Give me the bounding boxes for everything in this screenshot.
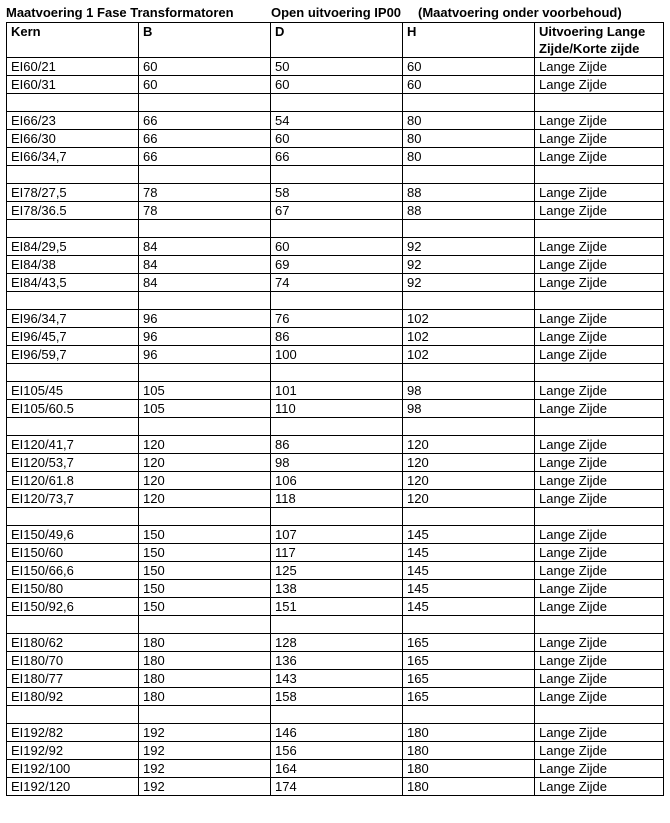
cell-h: 165 bbox=[403, 652, 535, 670]
cell-d: 50 bbox=[271, 58, 403, 76]
column-header-b: B bbox=[139, 23, 271, 58]
cell-b: 60 bbox=[139, 58, 271, 76]
cell-uitvoering: Lange Zijde bbox=[535, 148, 664, 166]
cell-d: 60 bbox=[271, 130, 403, 148]
cell-d: 69 bbox=[271, 256, 403, 274]
cell-kern: EI84/43,5 bbox=[7, 274, 139, 292]
cell-uitvoering: Lange Zijde bbox=[535, 778, 664, 796]
cell-d: 67 bbox=[271, 202, 403, 220]
cell-b: 78 bbox=[139, 184, 271, 202]
cell-kern: EI66/23 bbox=[7, 112, 139, 130]
cell-b: 192 bbox=[139, 724, 271, 742]
cell-d: 151 bbox=[271, 598, 403, 616]
cell-h bbox=[403, 706, 535, 724]
table-row bbox=[7, 598, 664, 616]
cell-kern: EI180/70 bbox=[7, 652, 139, 670]
cell-uitvoering: Lange Zijde bbox=[535, 112, 664, 130]
cell-uitvoering: Lange Zijde bbox=[535, 310, 664, 328]
cell-h bbox=[403, 166, 535, 184]
cell-h: 80 bbox=[403, 112, 535, 130]
cell-b: 120 bbox=[139, 472, 271, 490]
cell-h: 145 bbox=[403, 580, 535, 598]
cell-uitvoering bbox=[535, 166, 664, 184]
cell-b: 96 bbox=[139, 346, 271, 364]
cell-d: 101 bbox=[271, 382, 403, 400]
cell-h bbox=[403, 616, 535, 634]
column-header-d: D bbox=[271, 23, 403, 58]
cell-kern: EI105/45 bbox=[7, 382, 139, 400]
cell-d bbox=[271, 706, 403, 724]
cell-b: 120 bbox=[139, 436, 271, 454]
column-header-kern: Kern bbox=[7, 23, 139, 58]
cell-d: 125 bbox=[271, 562, 403, 580]
cell-d: 86 bbox=[271, 328, 403, 346]
table-spacer-row bbox=[7, 364, 664, 382]
table-row bbox=[7, 346, 664, 364]
cell-kern: EI96/59,7 bbox=[7, 346, 139, 364]
cell-h: 80 bbox=[403, 148, 535, 166]
cell-uitvoering: Lange Zijde bbox=[535, 490, 664, 508]
cell-d: 138 bbox=[271, 580, 403, 598]
document-header bbox=[0, 0, 670, 22]
table-row bbox=[7, 130, 664, 148]
cell-kern: EI192/92 bbox=[7, 742, 139, 760]
table-row bbox=[7, 310, 664, 328]
cell-uitvoering: Lange Zijde bbox=[535, 688, 664, 706]
cell-uitvoering bbox=[535, 508, 664, 526]
cell-uitvoering: Lange Zijde bbox=[535, 724, 664, 742]
cell-d: 117 bbox=[271, 544, 403, 562]
table-row bbox=[7, 634, 664, 652]
cell-uitvoering: Lange Zijde bbox=[535, 670, 664, 688]
cell-h: 60 bbox=[403, 76, 535, 94]
cell-h: 98 bbox=[403, 382, 535, 400]
table-row bbox=[7, 760, 664, 778]
table-row bbox=[7, 688, 664, 706]
table-row bbox=[7, 778, 664, 796]
cell-h: 120 bbox=[403, 472, 535, 490]
cell-d bbox=[271, 364, 403, 382]
cell-d: 60 bbox=[271, 238, 403, 256]
cell-kern bbox=[7, 616, 139, 634]
cell-h: 88 bbox=[403, 202, 535, 220]
table-row bbox=[7, 472, 664, 490]
cell-uitvoering: Lange Zijde bbox=[535, 760, 664, 778]
cell-uitvoering: Lange Zijde bbox=[535, 238, 664, 256]
cell-kern bbox=[7, 418, 139, 436]
cell-d: 74 bbox=[271, 274, 403, 292]
dimensions-table bbox=[6, 22, 664, 796]
cell-h: 120 bbox=[403, 454, 535, 472]
cell-uitvoering: Lange Zijde bbox=[535, 580, 664, 598]
cell-uitvoering: Lange Zijde bbox=[535, 436, 664, 454]
cell-h: 120 bbox=[403, 490, 535, 508]
cell-b bbox=[139, 94, 271, 112]
cell-b: 66 bbox=[139, 130, 271, 148]
table-row bbox=[7, 382, 664, 400]
table-row bbox=[7, 256, 664, 274]
cell-b: 180 bbox=[139, 670, 271, 688]
cell-d: 54 bbox=[271, 112, 403, 130]
table-spacer-row bbox=[7, 508, 664, 526]
cell-kern: EI150/66,6 bbox=[7, 562, 139, 580]
cell-b: 96 bbox=[139, 310, 271, 328]
cell-uitvoering: Lange Zijde bbox=[535, 454, 664, 472]
cell-uitvoering: Lange Zijde bbox=[535, 562, 664, 580]
cell-kern: EI84/38 bbox=[7, 256, 139, 274]
cell-d: 146 bbox=[271, 724, 403, 742]
cell-d: 136 bbox=[271, 652, 403, 670]
cell-uitvoering bbox=[535, 94, 664, 112]
table-row bbox=[7, 544, 664, 562]
cell-uitvoering: Lange Zijde bbox=[535, 472, 664, 490]
table-row bbox=[7, 742, 664, 760]
cell-h: 145 bbox=[403, 544, 535, 562]
cell-kern: EI150/80 bbox=[7, 580, 139, 598]
cell-kern bbox=[7, 364, 139, 382]
cell-b: 84 bbox=[139, 274, 271, 292]
table-body bbox=[7, 58, 664, 796]
table-row bbox=[7, 562, 664, 580]
cell-h: 120 bbox=[403, 436, 535, 454]
cell-kern: EI66/30 bbox=[7, 130, 139, 148]
cell-b: 105 bbox=[139, 382, 271, 400]
cell-uitvoering bbox=[535, 616, 664, 634]
cell-kern: EI60/21 bbox=[7, 58, 139, 76]
cell-kern: EI105/60.5 bbox=[7, 400, 139, 418]
cell-b: 120 bbox=[139, 490, 271, 508]
cell-b bbox=[139, 166, 271, 184]
cell-kern: EI120/53,7 bbox=[7, 454, 139, 472]
cell-kern bbox=[7, 94, 139, 112]
cell-h bbox=[403, 418, 535, 436]
cell-uitvoering: Lange Zijde bbox=[535, 76, 664, 94]
cell-kern: EI180/77 bbox=[7, 670, 139, 688]
table-row bbox=[7, 58, 664, 76]
cell-h: 92 bbox=[403, 274, 535, 292]
cell-uitvoering bbox=[535, 220, 664, 238]
cell-b: 78 bbox=[139, 202, 271, 220]
table-row bbox=[7, 526, 664, 544]
cell-d: 143 bbox=[271, 670, 403, 688]
cell-d: 110 bbox=[271, 400, 403, 418]
table-row bbox=[7, 670, 664, 688]
cell-h: 145 bbox=[403, 526, 535, 544]
table-row bbox=[7, 184, 664, 202]
cell-h bbox=[403, 220, 535, 238]
cell-h: 180 bbox=[403, 760, 535, 778]
cell-kern bbox=[7, 508, 139, 526]
cell-kern bbox=[7, 220, 139, 238]
table-row bbox=[7, 454, 664, 472]
cell-kern: EI180/62 bbox=[7, 634, 139, 652]
cell-h: 102 bbox=[403, 310, 535, 328]
cell-d: 98 bbox=[271, 454, 403, 472]
cell-h: 145 bbox=[403, 562, 535, 580]
cell-b: 150 bbox=[139, 526, 271, 544]
cell-kern: EI78/36.5 bbox=[7, 202, 139, 220]
cell-h: 165 bbox=[403, 670, 535, 688]
table-row bbox=[7, 400, 664, 418]
document-title: Maatvoering 1 Fase Transformatoren bbox=[6, 5, 234, 20]
cell-h: 165 bbox=[403, 688, 535, 706]
table-row bbox=[7, 652, 664, 670]
cell-d: 100 bbox=[271, 346, 403, 364]
table-spacer-row bbox=[7, 418, 664, 436]
cell-uitvoering: Lange Zijde bbox=[535, 202, 664, 220]
cell-kern: EI150/92,6 bbox=[7, 598, 139, 616]
cell-b: 180 bbox=[139, 688, 271, 706]
cell-d bbox=[271, 292, 403, 310]
cell-uitvoering: Lange Zijde bbox=[535, 652, 664, 670]
cell-b bbox=[139, 292, 271, 310]
cell-d: 76 bbox=[271, 310, 403, 328]
cell-b: 120 bbox=[139, 454, 271, 472]
table-row bbox=[7, 274, 664, 292]
cell-d bbox=[271, 616, 403, 634]
cell-d: 66 bbox=[271, 148, 403, 166]
cell-uitvoering: Lange Zijde bbox=[535, 400, 664, 418]
cell-d bbox=[271, 418, 403, 436]
cell-uitvoering: Lange Zijde bbox=[535, 184, 664, 202]
cell-uitvoering bbox=[535, 292, 664, 310]
table-spacer-row bbox=[7, 166, 664, 184]
cell-kern: EI120/73,7 bbox=[7, 490, 139, 508]
column-header-h: H bbox=[403, 23, 535, 58]
table-row bbox=[7, 580, 664, 598]
cell-h: 102 bbox=[403, 346, 535, 364]
cell-d bbox=[271, 220, 403, 238]
cell-h bbox=[403, 364, 535, 382]
cell-h bbox=[403, 508, 535, 526]
table-row bbox=[7, 328, 664, 346]
table-spacer-row bbox=[7, 706, 664, 724]
cell-b: 96 bbox=[139, 328, 271, 346]
cell-b: 192 bbox=[139, 742, 271, 760]
cell-d: 158 bbox=[271, 688, 403, 706]
cell-kern: EI192/100 bbox=[7, 760, 139, 778]
cell-kern: EI150/49,6 bbox=[7, 526, 139, 544]
cell-d: 58 bbox=[271, 184, 403, 202]
table-row bbox=[7, 490, 664, 508]
cell-b: 105 bbox=[139, 400, 271, 418]
cell-kern bbox=[7, 706, 139, 724]
cell-h: 80 bbox=[403, 130, 535, 148]
table-row bbox=[7, 724, 664, 742]
cell-kern: EI120/61.8 bbox=[7, 472, 139, 490]
cell-b: 150 bbox=[139, 562, 271, 580]
cell-d: 60 bbox=[271, 76, 403, 94]
table-spacer-row bbox=[7, 220, 664, 238]
cell-b: 150 bbox=[139, 598, 271, 616]
cell-uitvoering: Lange Zijde bbox=[535, 634, 664, 652]
cell-d bbox=[271, 94, 403, 112]
cell-h: 180 bbox=[403, 742, 535, 760]
cell-d bbox=[271, 508, 403, 526]
cell-kern: EI78/27,5 bbox=[7, 184, 139, 202]
column-header-uitvoering: Uitvoering Lange Zijde/Korte zijde bbox=[535, 23, 664, 58]
cell-h: 92 bbox=[403, 256, 535, 274]
cell-h: 180 bbox=[403, 724, 535, 742]
table-row bbox=[7, 76, 664, 94]
cell-b: 180 bbox=[139, 634, 271, 652]
cell-h: 88 bbox=[403, 184, 535, 202]
cell-b: 60 bbox=[139, 76, 271, 94]
cell-uitvoering: Lange Zijde bbox=[535, 544, 664, 562]
cell-kern: EI60/31 bbox=[7, 76, 139, 94]
cell-d: 86 bbox=[271, 436, 403, 454]
cell-b bbox=[139, 364, 271, 382]
cell-uitvoering: Lange Zijde bbox=[535, 382, 664, 400]
cell-kern: EI96/45,7 bbox=[7, 328, 139, 346]
cell-kern: EI120/41,7 bbox=[7, 436, 139, 454]
cell-uitvoering: Lange Zijde bbox=[535, 598, 664, 616]
table-spacer-row bbox=[7, 616, 664, 634]
table-spacer-row bbox=[7, 292, 664, 310]
cell-uitvoering bbox=[535, 418, 664, 436]
cell-uitvoering: Lange Zijde bbox=[535, 742, 664, 760]
cell-uitvoering: Lange Zijde bbox=[535, 328, 664, 346]
cell-d: 106 bbox=[271, 472, 403, 490]
cell-b: 84 bbox=[139, 238, 271, 256]
cell-uitvoering: Lange Zijde bbox=[535, 526, 664, 544]
cell-uitvoering: Lange Zijde bbox=[535, 58, 664, 76]
cell-b: 150 bbox=[139, 580, 271, 598]
cell-uitvoering: Lange Zijde bbox=[535, 130, 664, 148]
cell-kern: EI150/60 bbox=[7, 544, 139, 562]
cell-d: 118 bbox=[271, 490, 403, 508]
cell-d: 107 bbox=[271, 526, 403, 544]
cell-uitvoering bbox=[535, 364, 664, 382]
cell-d: 128 bbox=[271, 634, 403, 652]
cell-d: 174 bbox=[271, 778, 403, 796]
table-header-row bbox=[7, 23, 664, 58]
cell-kern: EI96/34,7 bbox=[7, 310, 139, 328]
cell-b: 192 bbox=[139, 778, 271, 796]
cell-h bbox=[403, 292, 535, 310]
cell-b: 180 bbox=[139, 652, 271, 670]
cell-h: 165 bbox=[403, 634, 535, 652]
cell-kern: EI192/82 bbox=[7, 724, 139, 742]
cell-h: 98 bbox=[403, 400, 535, 418]
cell-b bbox=[139, 706, 271, 724]
cell-b: 66 bbox=[139, 148, 271, 166]
cell-h bbox=[403, 94, 535, 112]
cell-b bbox=[139, 508, 271, 526]
cell-b: 150 bbox=[139, 544, 271, 562]
cell-uitvoering bbox=[535, 706, 664, 724]
cell-h: 145 bbox=[403, 598, 535, 616]
cell-kern: EI192/120 bbox=[7, 778, 139, 796]
table-row bbox=[7, 202, 664, 220]
cell-h: 60 bbox=[403, 58, 535, 76]
document-subtitle: Open uitvoering IP00 bbox=[271, 5, 402, 20]
cell-b: 84 bbox=[139, 256, 271, 274]
table-header bbox=[7, 23, 664, 58]
cell-b bbox=[139, 616, 271, 634]
cell-kern: EI180/92 bbox=[7, 688, 139, 706]
cell-b bbox=[139, 418, 271, 436]
table-row bbox=[7, 148, 664, 166]
cell-kern bbox=[7, 292, 139, 310]
table-row bbox=[7, 112, 664, 130]
table-row bbox=[7, 238, 664, 256]
cell-kern: EI84/29,5 bbox=[7, 238, 139, 256]
cell-b: 66 bbox=[139, 112, 271, 130]
cell-uitvoering: Lange Zijde bbox=[535, 346, 664, 364]
document-note: (Maatvoering onder voorbehoud) bbox=[418, 5, 622, 20]
cell-h: 92 bbox=[403, 238, 535, 256]
cell-d: 156 bbox=[271, 742, 403, 760]
cell-h: 180 bbox=[403, 778, 535, 796]
cell-h: 102 bbox=[403, 328, 535, 346]
cell-uitvoering: Lange Zijde bbox=[535, 274, 664, 292]
cell-kern bbox=[7, 166, 139, 184]
cell-uitvoering: Lange Zijde bbox=[535, 256, 664, 274]
cell-d bbox=[271, 166, 403, 184]
cell-b bbox=[139, 220, 271, 238]
table-row bbox=[7, 436, 664, 454]
cell-b: 192 bbox=[139, 760, 271, 778]
cell-kern: EI66/34,7 bbox=[7, 148, 139, 166]
table-spacer-row bbox=[7, 94, 664, 112]
cell-d: 164 bbox=[271, 760, 403, 778]
